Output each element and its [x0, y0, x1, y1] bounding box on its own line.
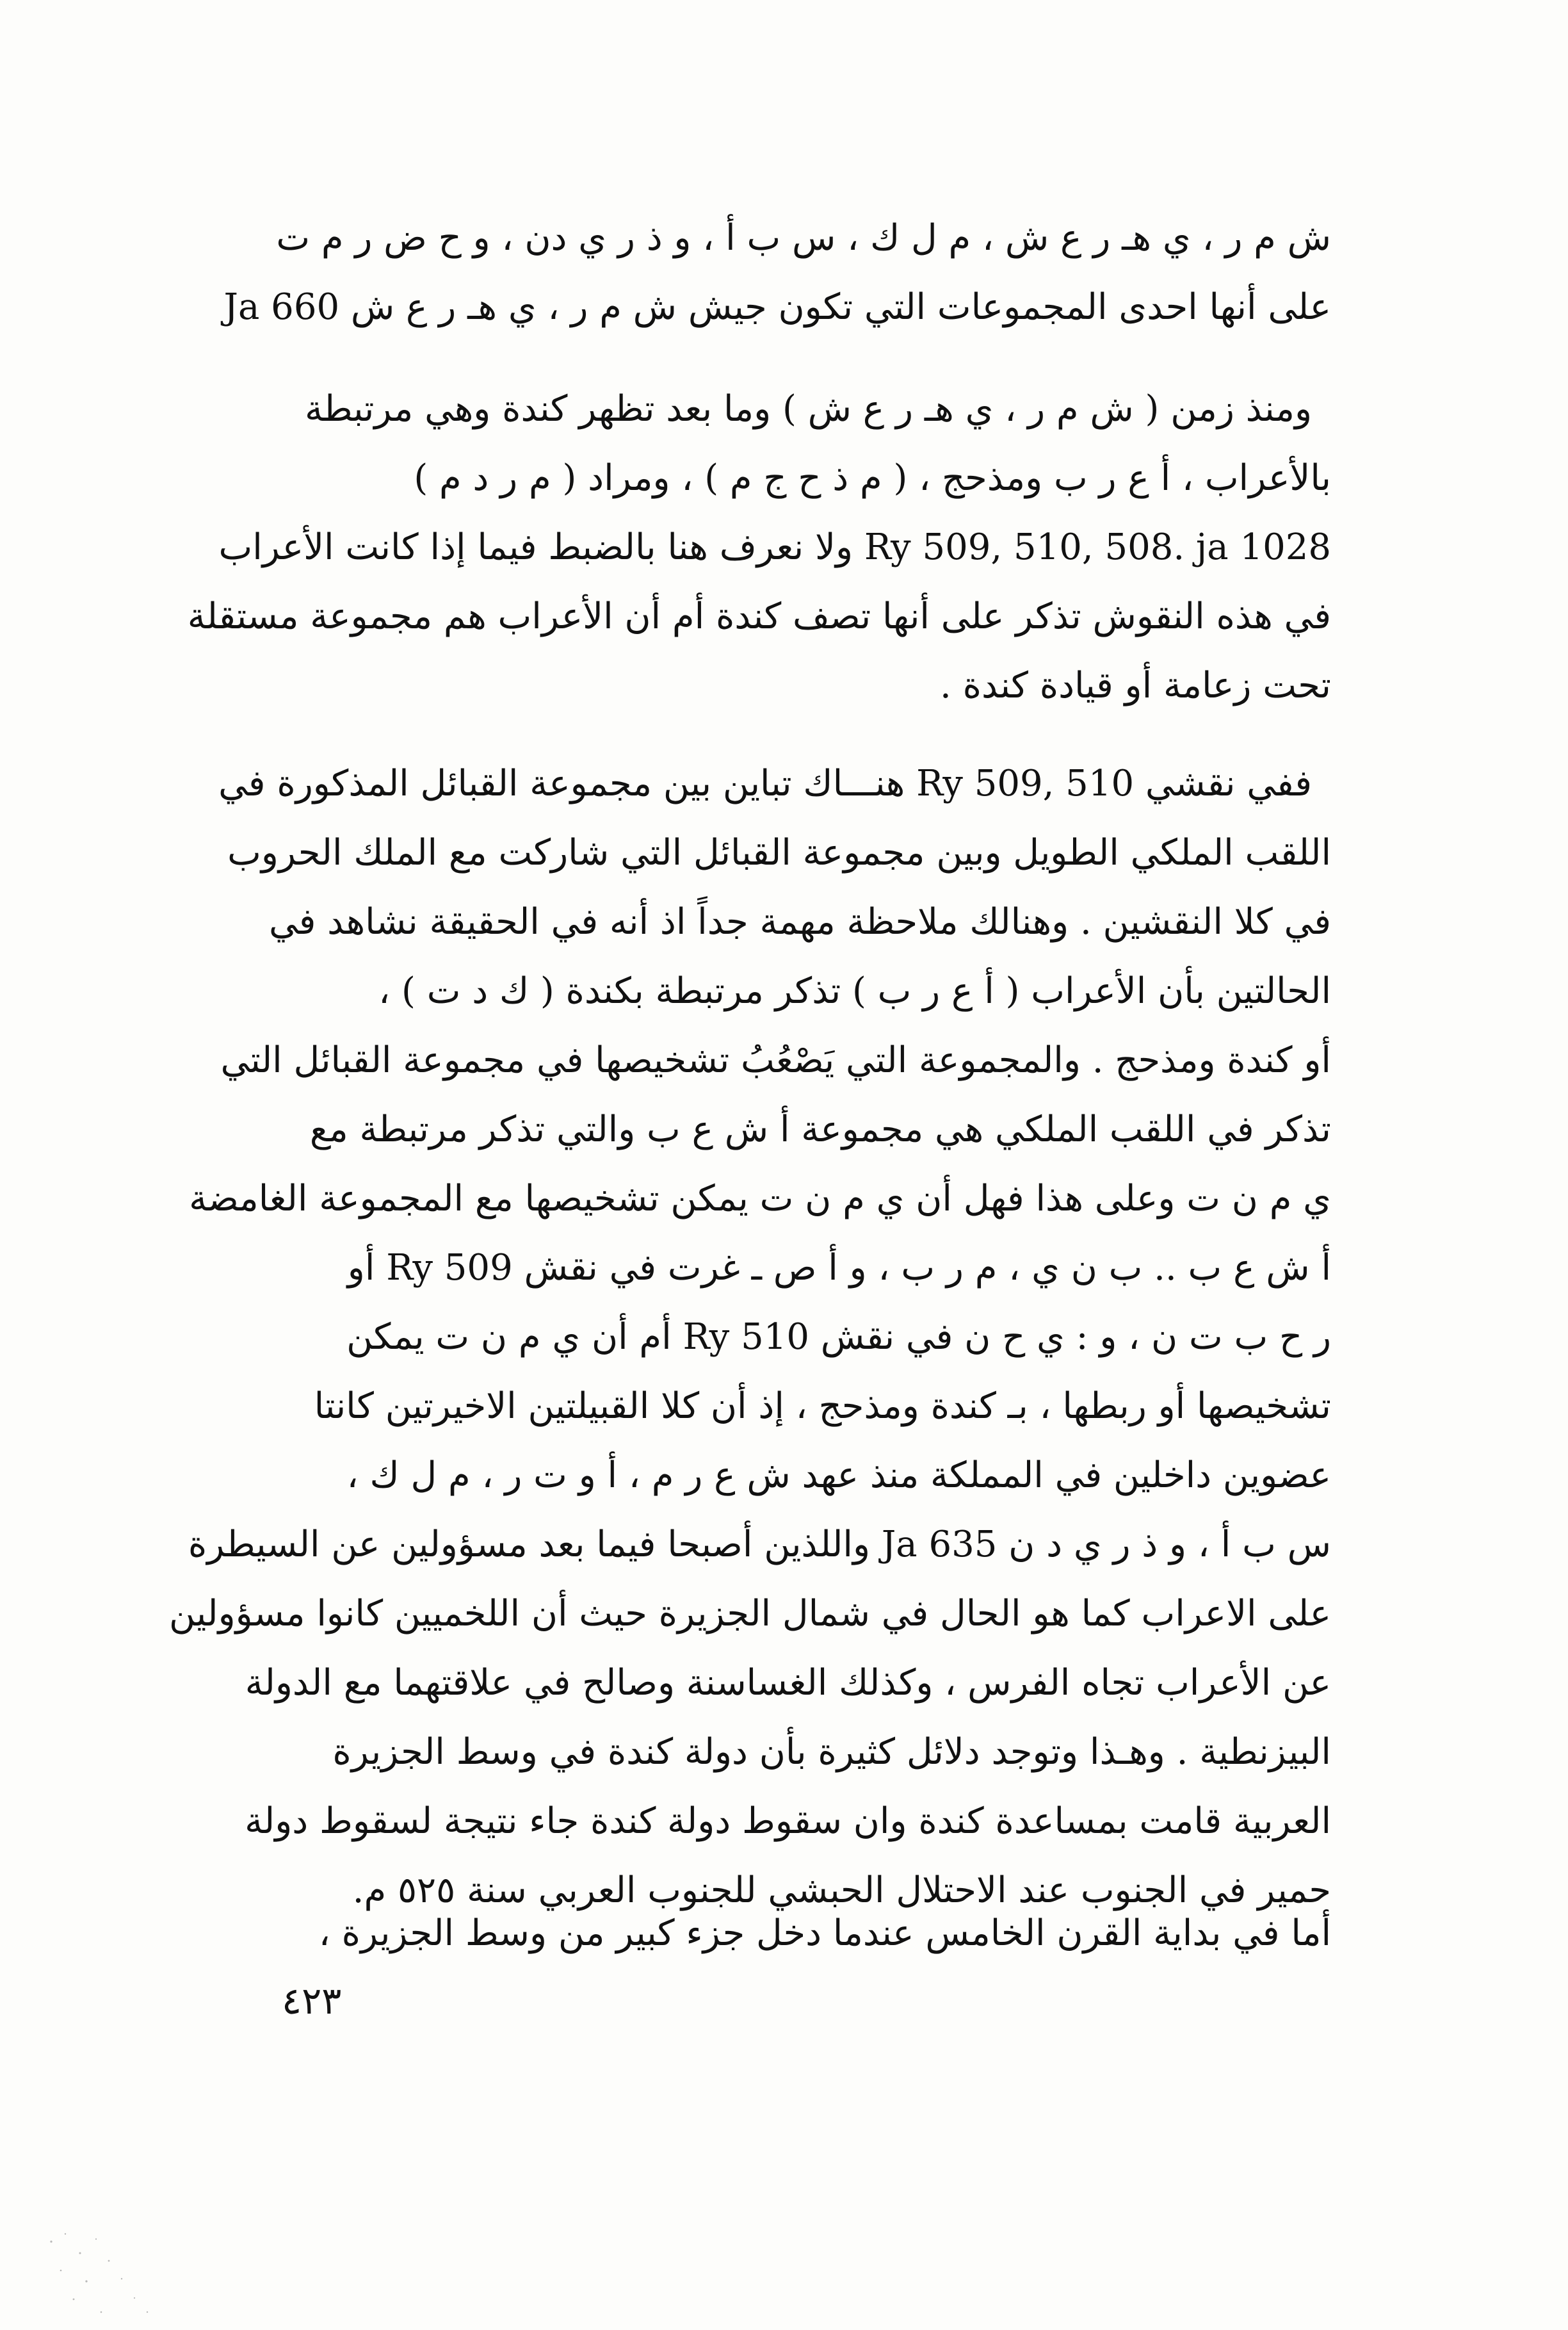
text-line: العربية قامت بمساعدة كندة وان سقوط دولة كندة جاء نتيجة لسقوط دولة: [245, 1800, 1331, 1842]
text-line: بالأعراب ، أ ع ر ب ومذحج ، ( م ذ ح ج م ) ، ومراد ( م ر د م ): [414, 457, 1331, 499]
paragraph-3: [169, 749, 1331, 1925]
text-line: ففي نقشي Ry 509, 510 هنـــاك تباين بين مجموعة القبائل المذكورة في: [218, 763, 1312, 804]
text-line: Ry 509, 510, 508. ja 1028 ولا نعرف هنا بالضبط فيما إذا كانت الأعراب: [218, 526, 1331, 568]
text-line: عضوين داخلين في المملكة منذ عهد ش ع ر م ، أ و ت ر ، م ل ك ،: [346, 1454, 1331, 1496]
text-line: في كلا النقشين . وهنالك ملاحظة مهمة جداً اذ أنه في الحقيقة نشاهد في: [268, 901, 1331, 943]
text-line: اللقب الملكي الطويل وبين مجموعة القبائل التي شاركت مع الملك الحروب: [227, 832, 1331, 874]
text-line: ش م ر ، ي هـ ر ع ش ، م ل ك ، س ب أ ، و ذ ر ي دن ، و ح ض ر م ت: [276, 217, 1331, 259]
text-line: تذكر في اللقب الملكي هي مجموعة أ ش ع ب والتي تذكر مرتبطة مع: [309, 1109, 1331, 1150]
page-number: ٤٢٣: [282, 1979, 342, 2023]
text-line: أما في بداية القرن الخامس عندما دخل جزء كبير من وسط الجزيرة ،: [318, 1912, 1331, 1954]
paragraph-1: [223, 204, 1331, 342]
text-line: ي م ن ت وعلى هذا فهل أن ي م ن ت يمكن تشخيصها مع المجموعة الغامضة: [189, 1178, 1331, 1219]
scan-noise: [38, 2222, 160, 2325]
text-line: حمير في الجنوب عند الاحتلال الحبشي للجنوب العربي سنة ٥٢٥ م.: [352, 1870, 1331, 1911]
text-line: البيزنطية . وهـذا وتوجد دلائل كثيرة بأن دولة كندة في وسط الجزيرة: [332, 1731, 1331, 1773]
text-line: س ب أ ، و ذ ر ي د ن Ja 635 واللذين أصبحا فيما بعد مسؤولين عن السيطرة: [188, 1524, 1331, 1565]
text-line: ر ح ب ت ن ، و : ي ح ن في نقش Ry 510 أم أن ي م ن ت يمكن: [346, 1316, 1331, 1358]
text-line: تشخيصها أو ربطها ، بـ كندة ومذحج ، إذ أن كلا القبيلتين الاخيرتين كانتا: [314, 1385, 1331, 1427]
text-line: الحالتين بأن الأعراب ( أ ع ر ب ) تذكر مرتبطة بكندة ( ك د ت ) ،: [378, 970, 1331, 1012]
text-line: أ ش ع ب .. ب ن ي ، م ر ب ، و أ ص ـ غرت في نقش Ry 509 أو: [347, 1247, 1331, 1289]
paragraph-2: [187, 375, 1331, 721]
text-line: أو كندة ومذحج . والمجموعة التي يَصْعُبُ تشخيصها في مجموعة القبائل التي: [220, 1039, 1331, 1081]
text-line: على الاعراب كما هو الحال في شمال الجزيرة حيث أن اللخميين كانوا مسؤولين: [169, 1593, 1331, 1634]
text-line: ومنذ زمن ( ش م ر ، ي هـ ر ع ش ) وما بعد تظهر كندة وهي مرتبطة: [304, 388, 1312, 430]
text-line: تحت زعامة أو قيادة كندة .: [940, 665, 1331, 706]
text-line: عن الأعراب تجاه الفرس ، وكذلك الغساسنة وصالح في علاقتهما مع الدولة: [245, 1662, 1331, 1704]
paragraph-4: [236, 1899, 1331, 1968]
text-line: في هذه النقوش تذكر على أنها تصف كندة أم أن الأعراب هم مجموعة مستقلة: [187, 596, 1331, 637]
text-line: على أنها احدى المجموعات التي تكون جيش ش م ر ، ي هـ ر ع ش Ja 660: [223, 286, 1331, 328]
